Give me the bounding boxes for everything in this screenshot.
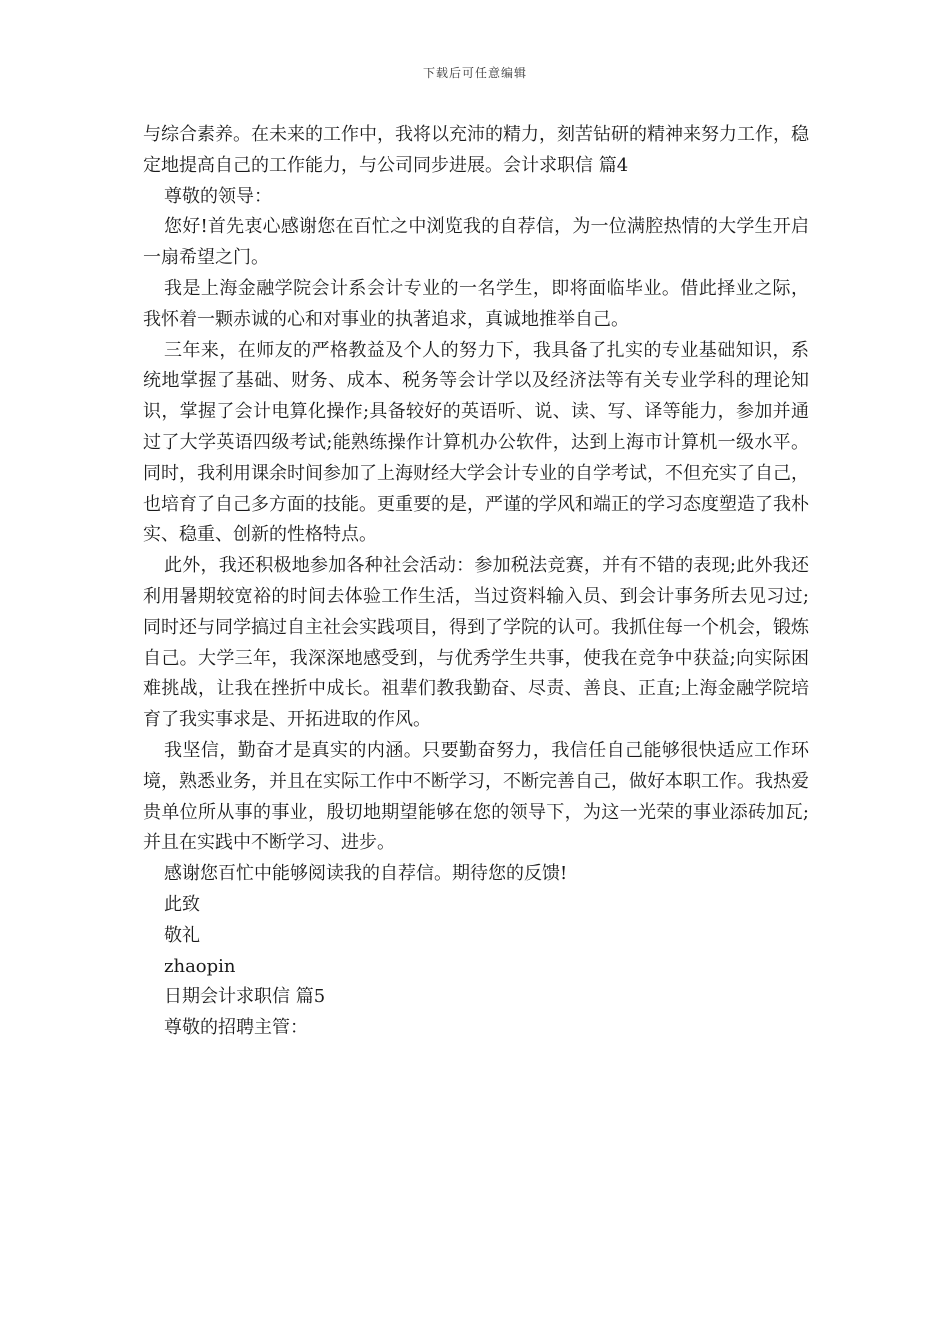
letter-body	[143, 120, 809, 1044]
closing-jingli: 敬礼	[164, 924, 200, 946]
salutation: 尊敬的领导：	[164, 185, 272, 207]
signature: zhaopin	[164, 955, 236, 977]
paragraph-greeting: 您好!首先衷心感谢您在百忙之中浏览我的自荐信，为一位满腔热情的大学生开启一扇希望之门。	[143, 216, 809, 269]
date-and-section-title: 日期会计求职信 篇5	[164, 986, 326, 1008]
salutation-2: 尊敬的招聘主管：	[164, 1017, 308, 1039]
closing-cizhi: 此致	[164, 893, 200, 915]
paragraph-introduction: 我是上海金融学院会计系会计专业的一名学生，即将面临毕业。借此择业之际，我怀着一颗赤诚的心和对事业的执著追求，真诚地推举自己。	[143, 277, 809, 330]
paragraph-activities: 此外，我还积极地参加各种社会活动：参加税法竞赛，并有不错的表现;此外我还利用暑期较宽裕的时间去体验工作生活，当过资料输入员、到会计事务所去见习过;同时还与同学搞过自主社会实践项目，得到了学院的认可。我抓住每一个机会，锻炼自己。大学三年，我深深地感受到，与优秀学生共事，使我在竞争中获益;向实际困难挑战，让我在挫折中成长。祖辈们教我勤奋、尽责、善良、正直;上海金融学院培育了我实事求是、开拓进取的作风。	[143, 555, 809, 731]
paragraph-continuation: 与综合素养。在未来的工作中，我将以充沛的精力，刻苦钻研的精神来努力工作，稳定地提高自己的工作能力，与公司同步进展。会计求职信 篇4	[143, 124, 809, 176]
paragraph-education: 三年来，在师友的严格教益及个人的努力下，我具备了扎实的专业基础知识，系统地掌握了基础、财务、成本、税务等会计学以及经济法等有关专业学科的理论知识，掌握了会计电算化操作;具备较好的英语听、说、读、写、译等能力，参加并通过了大学英语四级考试;能熟练操作计算机办公软件，达到上海市计算机一级水平。同时，我利用课余时间参加了上海财经大学会计专业的自学考试，不但充实了自己，也培育了自己多方面的技能。更重要的是，严谨的学风和端正的学习态度塑造了我朴实、稳重、创新的性格特点。	[143, 339, 809, 546]
page-header: 下载后可任意编辑	[422, 66, 527, 80]
paragraph-thanks: 感谢您百忙中能够阅读我的自荐信。期待您的反馈!	[164, 863, 568, 885]
paragraph-commitment: 我坚信，勤奋才是真实的内涵。只要勤奋努力，我信任自己能够很快适应工作环境，熟悉业务，并且在实际工作中不断学习，不断完善自己，做好本职工作。我热爱贵单位所从事的事业，殷切地期望能够在您的领导下，为这一光荣的事业添砖加瓦;并且在实践中不断学习、进步。	[143, 739, 809, 854]
